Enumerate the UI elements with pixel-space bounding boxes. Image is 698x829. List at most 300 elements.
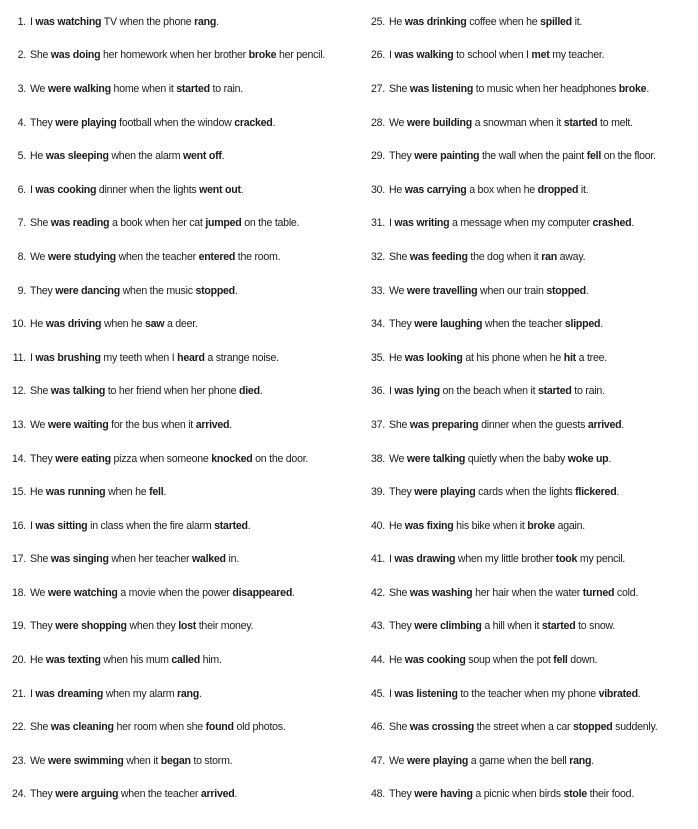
sentence-text: suddenly.	[612, 721, 658, 734]
item-number: 46.	[371, 721, 385, 734]
sentence-bold-verb: rang	[177, 687, 199, 700]
sentence-text: when her teacher	[108, 553, 192, 566]
sentence-text: cold.	[614, 586, 639, 599]
sentence-text: I	[389, 217, 395, 230]
sentence-text: my teeth when I	[100, 351, 178, 364]
sentence	[30, 16, 219, 28]
sentence-bold-verb: arrived	[195, 418, 230, 431]
sentence-bold-verb: was drawing	[394, 553, 456, 566]
item-number: 42.	[371, 586, 385, 599]
sentence-text: when the teacher	[482, 318, 565, 331]
sentence-text: in.	[225, 553, 239, 566]
sentence	[30, 251, 280, 263]
sentence-text: dinner when the guests	[478, 418, 588, 431]
sentence-bold-verb: broke	[618, 82, 647, 95]
sentence-row	[359, 72, 698, 106]
sentence-bold-verb: was listening	[394, 687, 458, 700]
sentence-bold-verb: were swimming	[47, 754, 124, 767]
sentence-text: He	[30, 654, 46, 667]
sentence-row	[0, 408, 349, 442]
sentence-bold-verb: was cooking	[404, 654, 466, 667]
sentence-bold-verb: were building	[406, 116, 472, 129]
item-number: 11.	[12, 351, 26, 364]
sentence-row	[359, 375, 698, 409]
sentence	[30, 49, 325, 61]
sentence-text: He	[30, 486, 46, 499]
sentence-text: a strange noise.	[204, 351, 279, 364]
sentence-bold-verb: found	[205, 721, 234, 734]
item-number: 44.	[371, 654, 385, 667]
sentence-bold-verb: were talking	[406, 452, 466, 465]
item-number: 4.	[17, 116, 26, 129]
sentence-text: .	[229, 418, 232, 431]
sentence-text: to school when I	[453, 49, 532, 62]
sentence-text: They	[389, 788, 415, 801]
sentence-text: coffee when he	[466, 15, 541, 28]
sentence-bold-verb: lost	[178, 620, 197, 633]
sentence-text: He	[30, 150, 46, 163]
sentence-row	[359, 106, 698, 140]
sentence-bold-verb: broke	[527, 519, 555, 532]
sentence-text: I	[389, 49, 395, 62]
sentence-bold-verb: fell	[149, 486, 164, 499]
item-number: 22.	[12, 721, 26, 734]
sentence-bold-verb: called	[171, 654, 200, 667]
sentence-bold-verb: stopped	[195, 284, 235, 297]
sentence-bold-verb: was lying	[394, 385, 440, 398]
sentence-text: a box when he	[466, 183, 538, 196]
sentence	[389, 788, 634, 800]
item-number: 12.	[12, 385, 26, 398]
sentence-bold-verb: started	[214, 519, 248, 532]
sentence-text: to her friend when her phone	[105, 385, 240, 398]
sentence-bold-verb: were eating	[55, 452, 111, 465]
item-number: 13.	[12, 418, 26, 431]
sentence-text: .	[198, 687, 202, 700]
sentence	[30, 352, 279, 364]
sentence-bold-verb: were walking	[47, 82, 111, 95]
item-number: 28.	[371, 116, 385, 129]
sentence-text: They	[389, 486, 415, 499]
sentence-text: .	[221, 150, 225, 163]
sentence-text: I	[389, 385, 395, 398]
sentence-text: their money.	[196, 620, 254, 633]
sentence-text: a deer.	[164, 318, 198, 331]
sentence-row	[359, 173, 698, 207]
sentence-row	[0, 106, 349, 140]
sentence-row	[0, 207, 349, 241]
item-number: 38.	[371, 452, 385, 465]
sentence-text: She	[30, 217, 51, 230]
sentence-bold-verb: died	[239, 385, 260, 398]
sentence	[30, 654, 222, 666]
sentence-text: He	[389, 183, 405, 196]
sentence	[30, 587, 295, 599]
sentence-bold-verb: spilled	[540, 15, 572, 28]
sentence-text: We	[30, 754, 48, 767]
item-number: 18.	[12, 586, 26, 599]
sentence-text: .	[259, 385, 263, 398]
item-number: 36.	[371, 385, 385, 398]
sentence	[30, 453, 308, 465]
sentence-text: a tree.	[575, 351, 607, 364]
sentence-row	[359, 408, 698, 442]
sentence	[389, 83, 649, 95]
sentence-bold-verb: knocked	[211, 452, 253, 465]
sentence-bold-verb: arrived	[200, 788, 235, 801]
sentence	[389, 318, 603, 330]
sentence-text: her room when she	[113, 721, 206, 734]
item-number: 35.	[371, 351, 385, 364]
sentence-bold-verb: were studying	[47, 250, 116, 263]
sentence-column-left	[0, 5, 349, 811]
sentence-bold-verb: was cooking	[35, 183, 97, 196]
sentence-bold-verb: was driving	[45, 318, 102, 331]
sentence-bold-verb: was walking	[394, 49, 454, 62]
sentence-text: He	[389, 654, 405, 667]
sentence-text: She	[389, 721, 410, 734]
sentence-text: We	[30, 418, 48, 431]
sentence-row	[359, 710, 698, 744]
sentence-text: We	[30, 82, 48, 95]
sentence-text: when he	[105, 486, 150, 499]
sentence	[30, 150, 224, 162]
sentence-bold-verb: fell	[586, 150, 602, 163]
sentence-text: They	[30, 452, 56, 465]
sentence	[30, 117, 275, 129]
sentence-bold-verb: was fixing	[404, 519, 454, 532]
sentence-text: when my alarm	[103, 687, 178, 700]
sentence-bold-verb: heard	[177, 351, 205, 364]
sentence-text: the wall when the paint	[479, 150, 587, 163]
sentence-row	[359, 307, 698, 341]
sentence-row	[359, 643, 698, 677]
sentence-bold-verb: was listening	[409, 82, 474, 95]
sentence-text: I	[30, 15, 36, 28]
sentence-bold-verb: was reading	[50, 217, 110, 230]
sentence-bold-verb: was washing	[409, 586, 473, 599]
sentence-bold-verb: was brushing	[35, 351, 101, 364]
item-number: 15.	[12, 486, 26, 499]
sentence-row	[0, 710, 349, 744]
sentence-row	[359, 610, 698, 644]
sentence-bold-verb: were having	[414, 788, 473, 801]
sentence	[389, 620, 615, 632]
sentence-bold-verb: rang	[569, 754, 592, 767]
sentence-text: soup when the pot	[465, 654, 554, 667]
sentence-bold-verb: met	[531, 49, 550, 62]
sentence-text: We	[30, 250, 48, 263]
item-number: 43.	[371, 620, 385, 633]
sentence-bold-verb: was doing	[50, 49, 101, 62]
sentence-text: my pencil.	[577, 553, 626, 566]
sentence-text: to the teacher when my phone	[457, 687, 599, 700]
sentence-row	[0, 240, 349, 274]
sentence-text: .	[240, 183, 244, 196]
item-number: 40.	[371, 519, 385, 532]
sentence-text: to melt.	[597, 116, 633, 129]
sentence-text: the dog when it	[467, 250, 542, 263]
item-number: 5.	[17, 150, 26, 163]
sentence-text: the room.	[235, 250, 281, 263]
sentence	[389, 587, 638, 599]
sentence-text: .	[616, 486, 620, 499]
sentence-text: my teacher.	[549, 49, 605, 62]
sentence-text: I	[389, 553, 395, 566]
sentence-text: down.	[567, 654, 598, 667]
sentence-bold-verb: was looking	[404, 351, 463, 364]
sentence-text: We	[389, 116, 407, 129]
sentence-bold-verb: started	[541, 620, 576, 633]
sentence	[389, 453, 611, 465]
sentence-text: I	[30, 351, 36, 364]
item-number: 31.	[371, 217, 385, 230]
sentence-bold-verb: were climbing	[414, 620, 482, 633]
sentence-row	[0, 543, 349, 577]
sentence-text: She	[30, 553, 51, 566]
sentence-text: She	[389, 586, 410, 599]
sentence-row	[359, 744, 698, 778]
sentence-text: when he	[101, 318, 145, 331]
sentence	[389, 285, 589, 297]
sentence-bold-verb: took	[555, 553, 578, 566]
sentence-bold-verb: were laughing	[414, 318, 483, 331]
sentence-text: a picnic when birds	[472, 788, 564, 801]
sentence-bold-verb: was sitting	[35, 519, 88, 532]
sentence	[389, 688, 641, 700]
sentence-bold-verb: turned	[582, 586, 615, 599]
sentence-row	[0, 274, 349, 308]
sentence-text: We	[389, 284, 407, 297]
sentence-text: She	[30, 49, 51, 62]
sentence-text: on the floor.	[601, 150, 656, 163]
sentence	[389, 553, 625, 565]
item-number: 10.	[12, 318, 26, 331]
sentence-text: She	[389, 250, 410, 263]
sentence	[30, 721, 286, 733]
sentence-text: their food.	[586, 788, 635, 801]
sentence-bold-verb: went out	[199, 183, 241, 196]
sentence-text: when the music	[119, 284, 196, 297]
item-number: 32.	[371, 250, 385, 263]
sentence-text: They	[30, 116, 56, 129]
sentence-row	[359, 5, 698, 39]
sentence-bold-verb: dropped	[537, 183, 579, 196]
sentence-bold-verb: were dancing	[55, 284, 120, 297]
sentence-bold-verb: were arguing	[55, 788, 119, 801]
sentence	[389, 150, 656, 162]
sentence-bold-verb: arrived	[587, 418, 622, 431]
sentence-text: .	[646, 82, 650, 95]
sentence	[30, 520, 250, 532]
sentence-bold-verb: was watching	[35, 15, 102, 28]
sentence-text: She	[389, 82, 410, 95]
sentence-text: his bike when it	[453, 519, 528, 532]
sentence-bold-verb: ran	[541, 250, 557, 263]
sentence-bold-verb: was feeding	[409, 250, 468, 263]
sentence-text: on the beach when it	[439, 385, 538, 398]
item-number: 48.	[371, 788, 385, 801]
sentence-text: it.	[571, 15, 583, 28]
sentence-bold-verb: was drinking	[404, 15, 467, 28]
sentence-row	[0, 475, 349, 509]
sentence-text: her hair when the water	[472, 586, 583, 599]
sentence-text: cards when the lights	[475, 486, 576, 499]
sentence-text: when our train	[477, 284, 547, 297]
sentence-bold-verb: fell	[553, 654, 568, 667]
sentence	[30, 184, 243, 196]
sentence-bold-verb: started	[176, 82, 210, 95]
sentence-text: .	[272, 116, 276, 129]
sentence-row	[0, 744, 349, 778]
sentence-text: He	[389, 351, 405, 364]
sentence	[389, 184, 588, 196]
sentence-bold-verb: flickered	[575, 486, 617, 499]
sentence-bold-verb: started	[563, 116, 598, 129]
sentence-bold-verb: was preparing	[409, 418, 479, 431]
sentence-bold-verb: was texting	[45, 654, 101, 667]
sentence-text: a book when her cat	[109, 217, 206, 230]
sentence-row	[359, 677, 698, 711]
sentence-text: when they	[126, 620, 179, 633]
sentence-bold-verb: stopped	[546, 284, 586, 297]
sentence-text: .	[600, 318, 603, 331]
sentence-text: She	[389, 418, 410, 431]
sentence-text: .	[216, 15, 219, 28]
sentence-bold-verb: crashed	[592, 217, 632, 230]
sentence-text: her pencil.	[276, 49, 326, 62]
sentence	[30, 419, 232, 431]
sentence-text: when his mum	[100, 654, 172, 667]
sentence-row	[0, 39, 349, 73]
sentence-bold-verb: started	[538, 385, 572, 398]
item-number: 16.	[12, 519, 26, 532]
sentence-row	[0, 778, 349, 812]
sentence-bold-verb: was carrying	[404, 183, 467, 196]
sentence	[30, 318, 198, 330]
sentence-bold-verb: woke up	[567, 452, 609, 465]
sentence-bold-verb: was cleaning	[50, 721, 114, 734]
sentence-text: I	[30, 183, 36, 196]
sentence-text: .	[637, 687, 641, 700]
sentence-row	[359, 274, 698, 308]
sentence-bold-verb: was sleeping	[45, 150, 109, 163]
sentence-row	[0, 5, 349, 39]
sentence-text: We	[389, 452, 407, 465]
sentence-text: on the door.	[252, 452, 309, 465]
sentence	[30, 788, 237, 800]
sentence	[30, 620, 253, 632]
sentence-text: pizza when someone	[110, 452, 212, 465]
item-number: 41.	[371, 553, 385, 566]
sentence-row	[359, 341, 698, 375]
sentence-text: it.	[578, 183, 589, 196]
sentence-text: for the bus when it	[108, 418, 196, 431]
sentence-text: They	[389, 150, 415, 163]
sentence-row	[359, 207, 698, 241]
sentence	[389, 419, 624, 431]
sentence	[30, 755, 232, 767]
sentence-bold-verb: walked	[191, 553, 226, 566]
sentence-text: to music when her headphones	[473, 82, 619, 95]
sentence	[30, 688, 202, 700]
sentence-bold-verb: were waiting	[47, 418, 109, 431]
sentence-text: She	[30, 721, 51, 734]
sentence-bold-verb: was running	[45, 486, 106, 499]
sentence-bold-verb: was writing	[394, 217, 450, 230]
sentence-text: He	[389, 519, 405, 532]
sentence-text: on the table.	[241, 217, 300, 230]
sentence-bold-verb: cracked	[234, 116, 273, 129]
sentence-row	[359, 442, 698, 476]
item-number: 23.	[12, 754, 26, 767]
sentence-bold-verb: stopped	[573, 721, 613, 734]
item-number: 2.	[17, 49, 26, 62]
sentence-text: when the teacher	[115, 250, 199, 263]
sentence	[389, 654, 597, 666]
sentence-text: They	[30, 788, 56, 801]
sentence-text: him.	[199, 654, 222, 667]
sentence-bold-verb: were watching	[47, 586, 118, 599]
sentence-text: dinner when the lights	[96, 183, 200, 196]
sentence-bold-verb: was talking	[50, 385, 106, 398]
item-number: 20.	[12, 654, 26, 667]
sentence-row	[0, 72, 349, 106]
item-number: 8.	[17, 250, 26, 263]
sentence-text: a hill when it	[481, 620, 542, 633]
sentence-text: football when the window	[116, 116, 235, 129]
item-number: 26.	[371, 49, 385, 62]
sentence-bold-verb: disappeared	[232, 586, 293, 599]
sentence-text: .	[585, 284, 589, 297]
sentence-bold-verb: jumped	[205, 217, 242, 230]
sentence	[30, 385, 263, 397]
sentence-row	[0, 341, 349, 375]
item-number: 21.	[12, 687, 26, 700]
sentence	[30, 217, 299, 229]
sentence	[389, 49, 604, 61]
item-number: 19.	[12, 620, 26, 633]
sentence-text: to snow.	[575, 620, 615, 633]
sentence-row	[0, 307, 349, 341]
sentence-text: They	[30, 620, 56, 633]
sentence	[389, 520, 585, 532]
sentence-text: the street when a car	[473, 721, 573, 734]
sentence-row	[359, 509, 698, 543]
item-number: 33.	[371, 284, 385, 297]
sentence-text: again.	[554, 519, 585, 532]
sentence	[389, 352, 607, 364]
item-number: 7.	[17, 217, 26, 230]
sentence-text: .	[631, 217, 635, 230]
item-number: 9.	[17, 284, 26, 297]
sentence	[389, 16, 582, 28]
sentence-text: to storm.	[190, 754, 233, 767]
sentence-bold-verb: were playing	[55, 116, 117, 129]
sentence-row	[0, 509, 349, 543]
sentence-text: .	[292, 586, 295, 599]
sentence-text: a movie when the power	[117, 586, 233, 599]
item-number: 27.	[371, 82, 385, 95]
sentence-row	[0, 576, 349, 610]
sentence-row	[359, 576, 698, 610]
sentence-text: in class when the fire alarm	[87, 519, 215, 532]
sentence-text: when my little brother	[455, 553, 556, 566]
sentence-text: She	[30, 385, 51, 398]
sentence	[30, 83, 243, 95]
sentence	[389, 385, 605, 397]
sentence-text: a snowman when it	[471, 116, 564, 129]
